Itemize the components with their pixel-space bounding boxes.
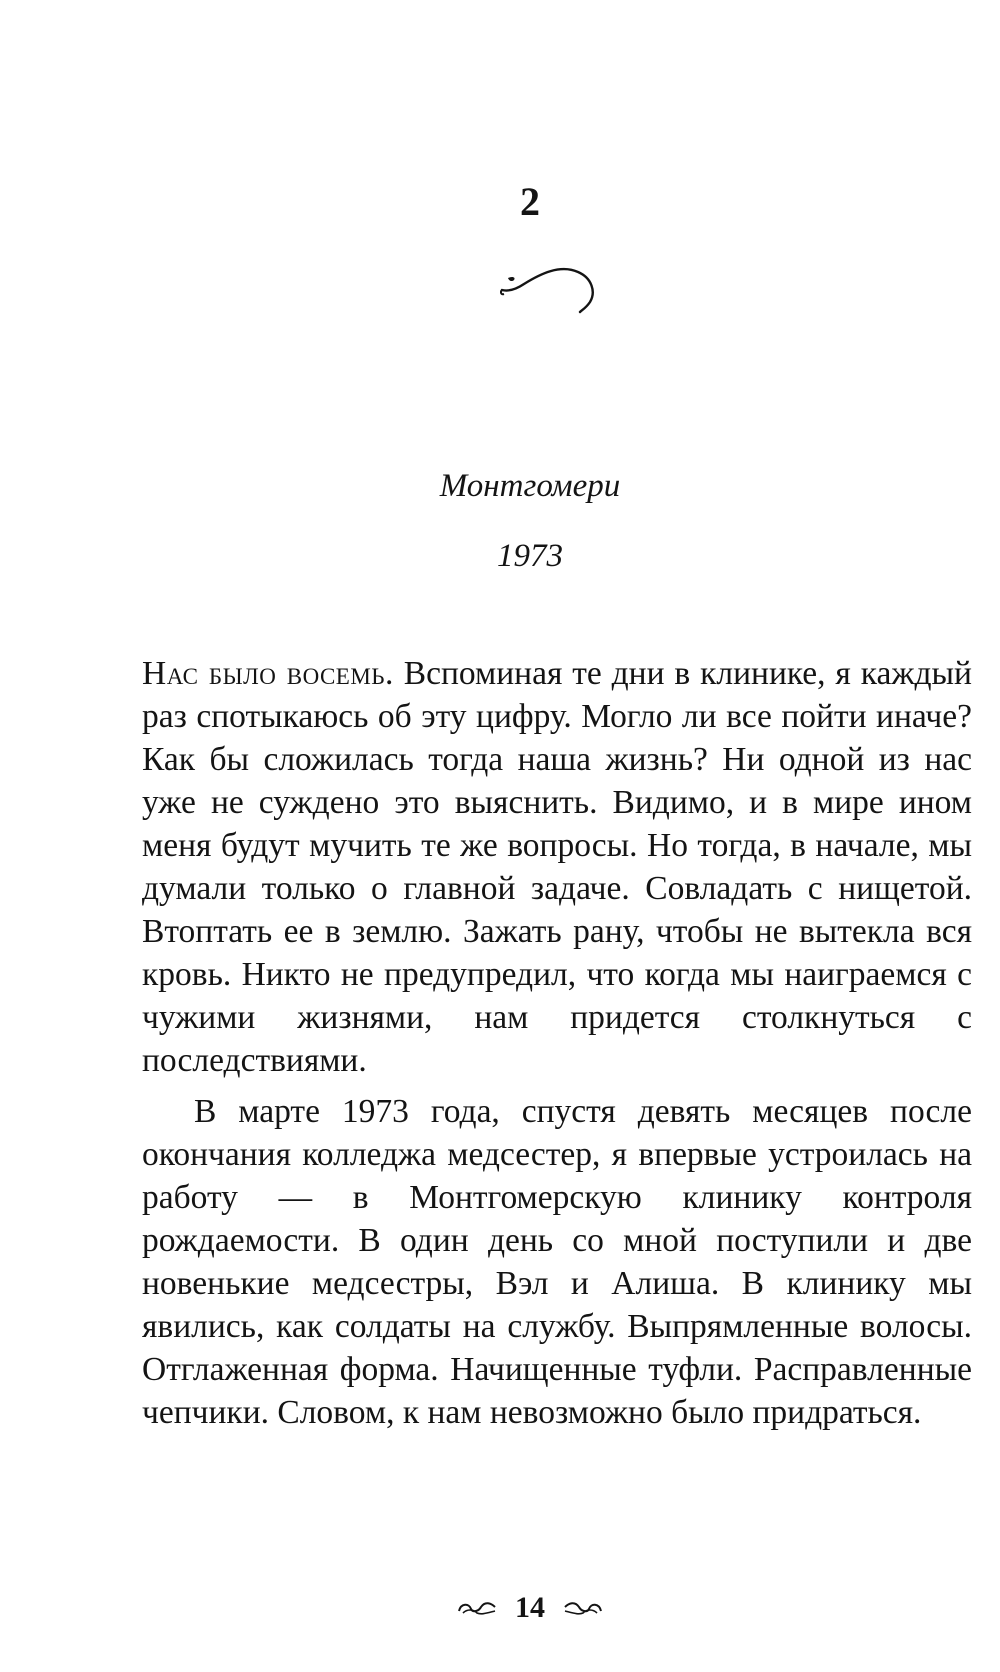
paragraph [142,652,972,1082]
paragraph-text: Вспоминая те дни в клинике, я каждый раз спотыкаюсь об эту цифру. Могло ли все пойти иначе? Как бы сложилась тогда наша жизнь? Ни одной из нас уже не суждено это выяснить. Видимо, и в мире ином меня будут мучить те же вопросы. Но тогда, в начале, мы думали только о главной задаче. Совладать с нищетой. Втоптать ее в землю. Зажать рану, чтобы не вытекла вся кровь. Никто не предупредил, что когда мы наиграемся с чужими жизнями, нам придется столкнуться с последствиями. [142,655,972,1079]
wave-flourish-left-icon [455,1597,499,1619]
paragraph-text: В марте 1973 года, спустя девять месяцев после окончания колледжа медсестер, я впервые устроилась на работу — в Монтгомерскую клинику контроля рождаемости. В один день со мной поступили и две новенькие медсестры, Вэл и Алиша. В клинику мы явились, как солдаты на службу. Выпрямленные волосы. Отглаженная форма. Начищенные туфли. Расправленные чепчики. Словом, к нам невозможно было придраться. [142,1093,972,1431]
page-footer [0,1588,1000,1628]
flourish-ornament-icon [500,262,620,322]
wave-flourish-right-icon [561,1597,605,1619]
chapter-place: Монтгомери [439,468,621,504]
chapter-number: 2 [520,179,540,224]
chapter-body [142,652,972,1434]
chapter-year: 1973 [497,538,563,574]
page-number: 14 [515,1591,545,1624]
paragraph-lead: Нас было восемь. [142,655,394,692]
paragraph [142,1090,972,1434]
